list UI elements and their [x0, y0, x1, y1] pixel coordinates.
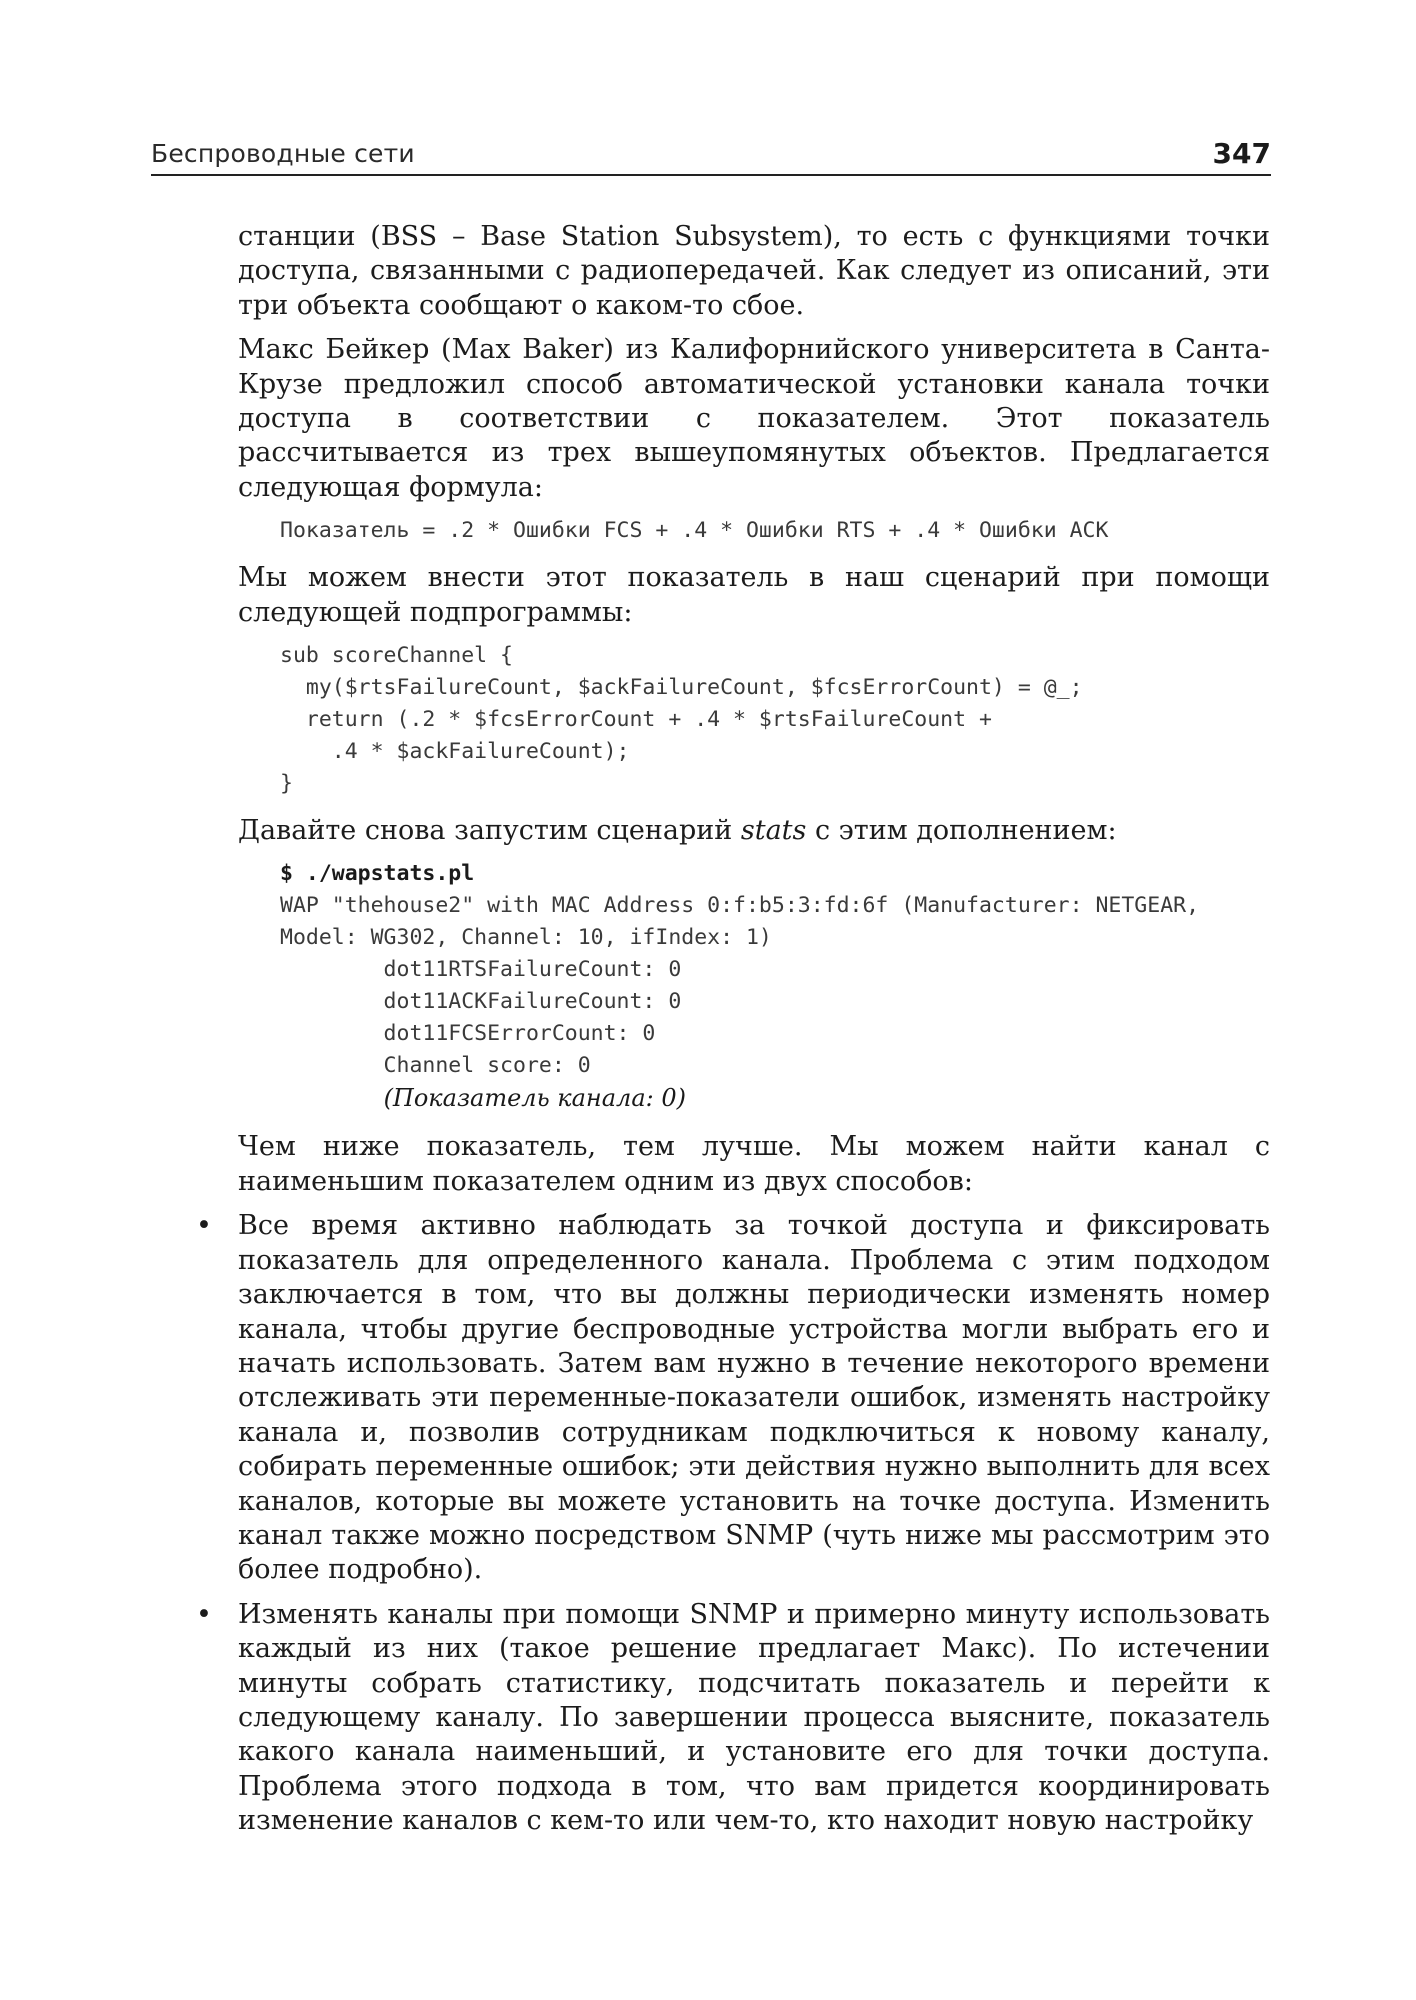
- section-title: Беспроводные сети: [151, 139, 415, 168]
- output-translation-line: [280, 1082, 1270, 1116]
- paragraph-max-baker: Макс Бейкер (Max Baker) из Калифорнийского университета в Санта-Крузе предложил способ автоматической установки канала точки доступа в соответствии с показателем. Этот показатель рассчитывается из трех вышеупомянутых объектов. Предлагается следующая формула:: [238, 334, 1270, 503]
- output-line: dot11ACKFailureCount: 0: [280, 989, 682, 1015]
- translation-indent: [280, 1087, 384, 1112]
- code-line: sub scoreChannel {: [280, 643, 513, 669]
- code-line: }: [280, 771, 293, 797]
- stats-emphasis: stats: [740, 815, 807, 847]
- paragraph-subroutine-intro: Мы можем внести этот показатель в наш сценарий при помощи следующей подпрограммы:: [238, 562, 1270, 628]
- list-item-text: Изменять каналы при помощи SNMP и примерно минуту использовать каждый из них (такое решение предлагает Макс). По истечении минуты собрать статистику, подсчитать показатель и перейти к следующему каналу. По завершении процесса выясните, показатель какого канала наименьший, и установите его для точки доступа. Проблема этого подхода в том, что вам придется координировать изменение каналов с кем-то или чем-то, кто находит новую настройку: [238, 1598, 1270, 1837]
- paragraph-lower-score: Чем ниже показатель, тем лучше. Мы можем найти канал с наименьшим показателем одним из двух способов:: [238, 1131, 1270, 1197]
- code-line: .4 * $ackFailureCount);: [280, 739, 630, 765]
- code-line: my($rtsFailureCount, $ackFailureCount, $fcsErrorCount) = @_;: [280, 675, 1083, 701]
- list-item-text: Все время активно наблюдать за точкой доступа и фиксировать показатель для определенного канала. Проблема с этим подходом заключается в том, что вы должны периодически изменять номер канала, чтобы другие беспроводные устройства могли выбрать его и начать использовать. Затем вам нужно в течение некоторого времени отслеживать эти переменные-показатели ошибок, изменять настройку канала и, позволив сотрудникам подключиться к новому каналу, собирать переменные ошибок; эти действия нужно выполнить для всех каналов, которые вы можете установить на точке доступа. Изменить канал также можно посредством SNMP (чуть ниже мы рассмотрим это более подробно).: [238, 1210, 1270, 1586]
- run-stats-text-1: Давайте снова запустим сценарий: [238, 815, 741, 847]
- list-item: [196, 1209, 1270, 1587]
- bullet-list: [196, 1209, 1270, 1838]
- code-line: return (.2 * $fcsErrorCount + .4 * $rtsFailureCount +: [280, 707, 992, 733]
- output-translation: (Показатель канала: 0): [383, 1084, 686, 1113]
- output-line: Model: WG302, Channel: 10, ifIndex: 1): [280, 925, 772, 951]
- page-number: 347: [1212, 137, 1271, 170]
- run-stats-text-2: с этим дополнением:: [806, 815, 1117, 847]
- page-body: [196, 220, 1270, 1849]
- bullet-marker: •: [196, 1598, 212, 1630]
- output-line: Channel score: 0: [280, 1053, 591, 1079]
- paragraph-bss: станции (BSS – Base Station Subsystem), то есть с функциями точки доступа, связанными с радиопередачей. Как следует из описаний, эти три объекта сообщают о каком-то сбое.: [238, 221, 1270, 321]
- code-block-scorechannel: [280, 640, 1270, 800]
- output-line: dot11FCSErrorCount: 0: [280, 1021, 656, 1047]
- bullet-marker: •: [196, 1210, 212, 1242]
- command-line: $ ./wapstats.pl: [280, 861, 475, 887]
- formula-block: Показатель = .2 * Ошибки FCS + .4 * Ошибки RTS + .4 * Ошибки ACK: [280, 518, 1109, 544]
- paragraph-run-stats: [238, 814, 1270, 848]
- list-item: [196, 1598, 1270, 1839]
- output-line: WAP "thehouse2" with MAC Address 0:f:b5:3:fd:6f (Manufacturer: NETGEAR,: [280, 893, 1200, 919]
- running-header: [151, 128, 1271, 176]
- output-block: [280, 858, 1270, 1116]
- output-line: dot11RTSFailureCount: 0: [280, 957, 682, 983]
